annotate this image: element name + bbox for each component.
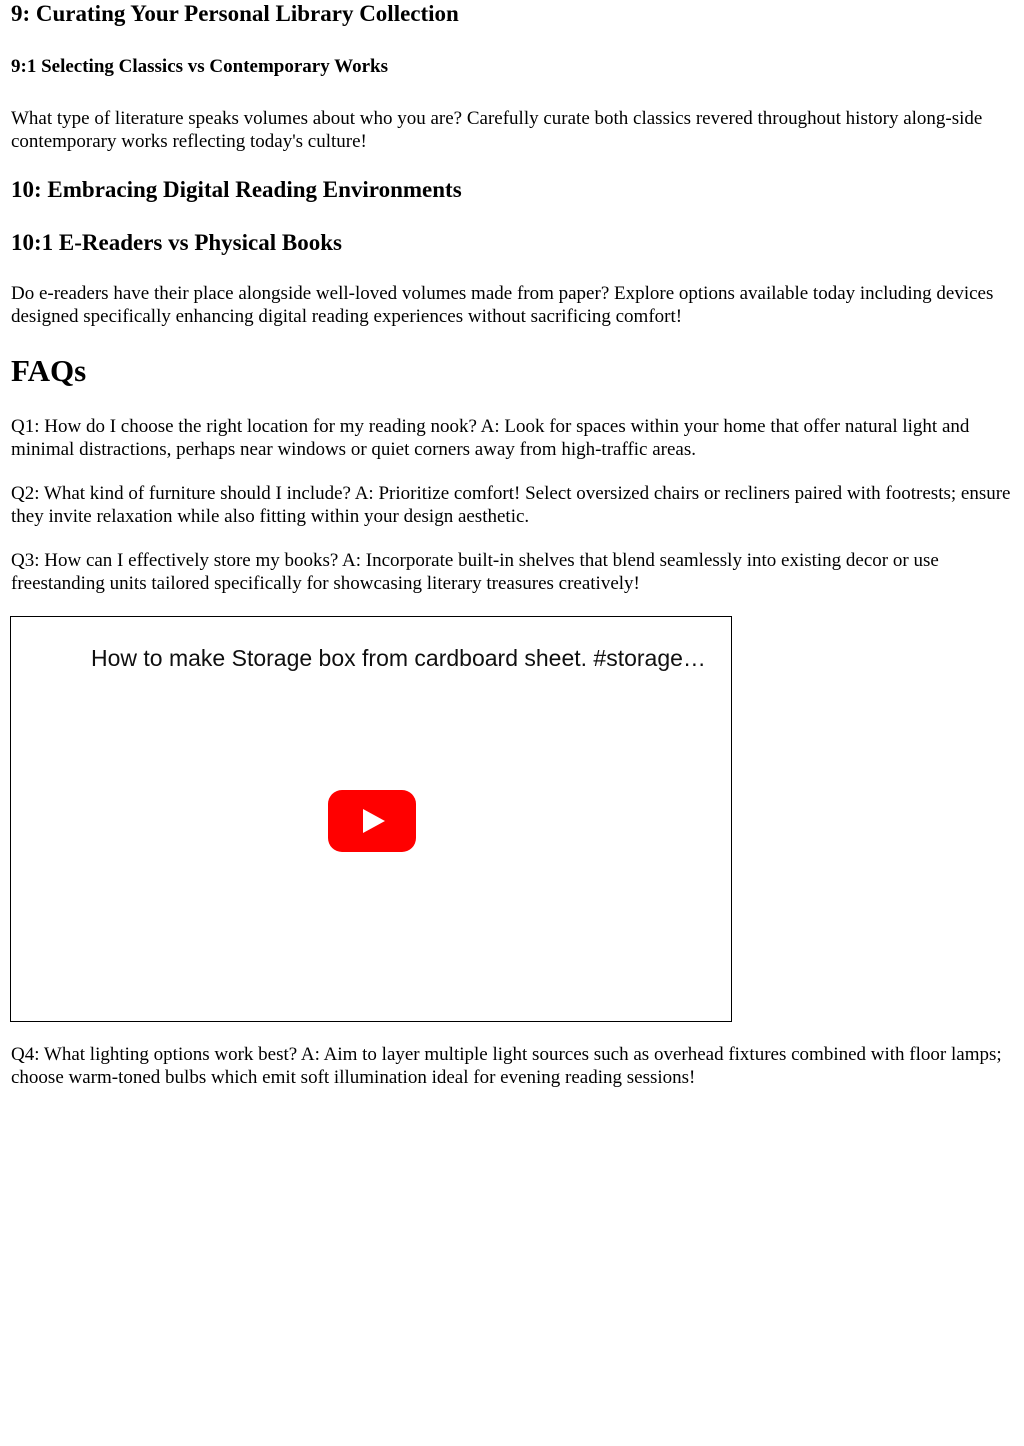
youtube-play-icon[interactable]	[328, 790, 416, 852]
video-title[interactable]: How to make Storage box from cardboard sheet. #storage…	[91, 645, 706, 671]
paragraph-9-1: What type of literature speaks volumes about who you are? Carefully curate both classics revered throughout history along-side contemporary works reflecting today's culture!	[11, 108, 983, 152]
paragraph-10-1: Do e-readers have their place alongside well-loved volumes made from paper? Explore options available today including devices designed specifically enhancing digital reading experiences without sacrificing comfort!	[11, 283, 994, 327]
faq-heading: FAQs	[11, 353, 87, 388]
section-heading-9: 9: Curating Your Personal Library Collection	[11, 1, 459, 26]
play-button[interactable]	[328, 790, 416, 852]
faq-item-q2: Q2: What kind of furniture should I include? A: Prioritize comfort! Select oversized chairs or recliners paired with footrests; ensure they invite relaxation while also fitting within your design aesthetic.	[11, 483, 1011, 527]
faq-item-q4: Q4: What lighting options work best? A: Aim to layer multiple light sources such as overhead fixtures combined with floor lamps; choose warm-toned bulbs which emit soft illumination ideal for evening reading sessions!	[11, 1044, 1002, 1088]
video-embed[interactable]	[10, 616, 732, 1022]
faq-item-q1: Q1: How do I choose the right location for my reading nook? A: Look for spaces within your home that offer natural light and minimal distractions, perhaps near windows or quiet corners away from high-traffic areas.	[11, 416, 970, 460]
subsection-heading-10-1: 10:1 E-Readers vs Physical Books	[11, 230, 342, 255]
faq-item-q3: Q3: How can I effectively store my books? A: Incorporate built-in shelves that blend seamlessly into existing decor or use freestanding units tailored specifically for showcasing literary treasures creatively!	[11, 550, 939, 594]
section-heading-10: 10: Embracing Digital Reading Environments	[11, 177, 462, 202]
subsection-heading-9-1: 9:1 Selecting Classics vs Contemporary Works	[11, 56, 388, 77]
